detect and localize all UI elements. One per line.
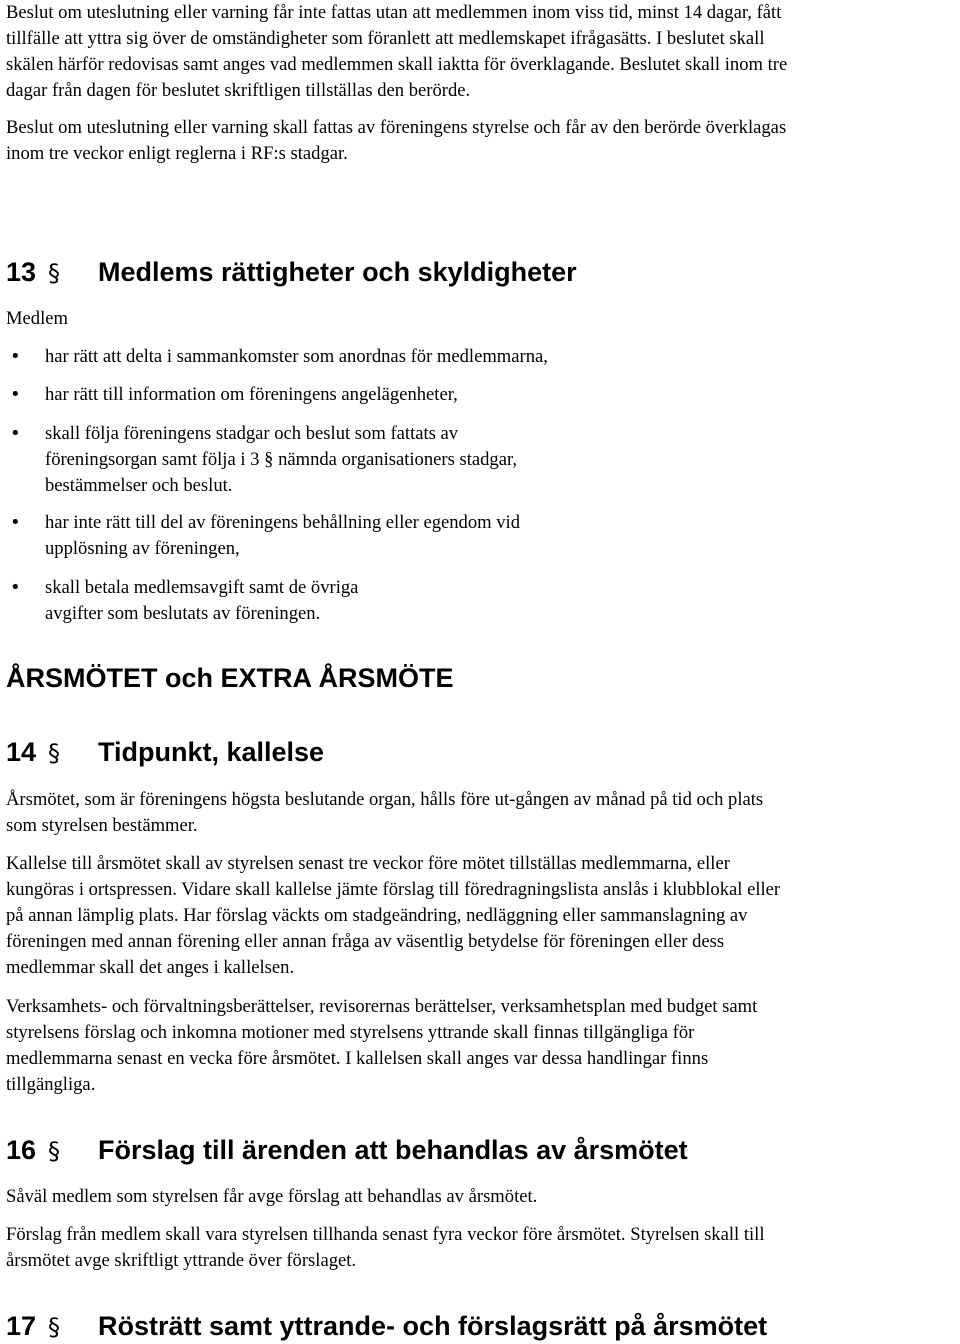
bullet-4-line-2: upplösning av föreningen, bbox=[45, 538, 240, 559]
section-16-paragraph-2-line-2: årsmötet avge skriftligt yttrande över förslaget. bbox=[6, 1250, 357, 1271]
intro-paragraph-2-line-2: inom tre veckor enligt reglerna i RF:s stadgar. bbox=[6, 143, 348, 164]
section-14-paragraph-1-line-2: som styrelsen bestämmer. bbox=[6, 815, 198, 836]
bullet-3-line-3: bestämmelser och beslut. bbox=[45, 475, 233, 496]
bullet-4-line-1: har inte rätt till del av föreningens behållning eller egendom vid bbox=[45, 512, 521, 533]
section-16-paragraph-1-line-1: Såväl medlem som styrelsen får avge förslag att behandlas av årsmötet. bbox=[6, 1186, 538, 1207]
section-14-paragraph-2-line-4: föreningen med annan förening eller annan fråga av väsentlig betydelse för föreningen eller dess bbox=[6, 931, 725, 952]
intro-paragraph-1-line-1: Beslut om uteslutning eller varning får inte fattas utan att medlemmen inom viss tid, minst 14 dagar, fått bbox=[6, 2, 782, 23]
section-14-paragraph-3-line-3: medlemmarna senast en vecka före årsmötet. I kallelsen skall anges var dessa handlingar finns bbox=[6, 1048, 709, 1069]
section-13-symbol: § bbox=[48, 259, 60, 287]
bullet-4-marker: • bbox=[10, 512, 21, 533]
bullet-1-line-1: har rätt att delta i sammankomster som anordnas för medlemmarna, bbox=[45, 346, 548, 367]
bullet-5-marker: • bbox=[10, 577, 21, 598]
section-16-title: Förslag till ärenden att behandlas av årsmötet bbox=[98, 1135, 688, 1165]
section-14-paragraph-1-line-1: Årsmötet, som är föreningens högsta beslutande organ, hålls före ut-gången av månad på tid och plats bbox=[6, 789, 764, 810]
section-14-symbol: § bbox=[48, 739, 60, 767]
section-14-paragraph-3-line-1: Verksamhets- och förvaltningsberättelser, revisorernas berättelser, verksamhetsplan med budget samt bbox=[6, 996, 758, 1017]
section-13-title: Medlems rättigheter och skyldigheter bbox=[98, 257, 577, 287]
intro-paragraph-1-line-2: tillfälle att yttra sig över de omständigheter som föranlett att medlemskapet ifrågasätts. I beslutet skall bbox=[6, 28, 765, 49]
section-16-paragraph-2-line-1: Förslag från medlem skall vara styrelsen tillhanda senast fyra veckor före årsmötet. Styrelsen skall till bbox=[6, 1224, 765, 1245]
bullet-3-line-1: skall följa föreningens stadgar och beslut som fattats av bbox=[45, 423, 459, 444]
section-16-number: 16 bbox=[6, 1135, 37, 1165]
section-14-paragraph-2-line-3: på annan lämplig plats. Har förslag väckts om stadgeändring, nedläggning eller sammanslagning av bbox=[6, 905, 748, 926]
section-17-number: 17 bbox=[6, 1311, 37, 1341]
bullet-5-line-2: avgifter som beslutats av föreningen. bbox=[45, 603, 321, 624]
intro-paragraph-1-line-4: dagar från dagen för beslutet skriftligen tillställas den berörde. bbox=[6, 80, 471, 101]
section-14-paragraph-2-line-2: kungöras i ortspressen. Vidare skall kallelse jämte förslag till föredragningslista anslås i klubblokal eller bbox=[6, 879, 781, 900]
section-14-paragraph-2-line-5: medlemmar skall det anges i kallelsen. bbox=[6, 957, 295, 978]
section-14-number: 14 bbox=[6, 737, 37, 767]
section-14-heading bbox=[6, 736, 324, 769]
section-14-title: Tidpunkt, kallelse bbox=[98, 737, 325, 767]
bullet-1-marker: • bbox=[10, 346, 21, 367]
bullet-2-line-1: har rätt till information om föreningens angelägenheter, bbox=[45, 384, 458, 405]
intro-paragraph-2-line-1: Beslut om uteslutning eller varning skall fattas av föreningens styrelse och får av den berörde överklagas bbox=[6, 117, 787, 138]
chapter-title: ÅRSMÖTET och EXTRA ÅRSMÖTE bbox=[6, 663, 454, 693]
section-16-symbol: § bbox=[48, 1137, 60, 1165]
bullet-2-marker: • bbox=[10, 384, 21, 405]
bullet-3-marker: • bbox=[10, 423, 21, 444]
section-14-paragraph-3-line-4: tillgängliga. bbox=[6, 1074, 96, 1095]
intro-paragraph-1-line-3: skälen härför redovisas samt anges vad medlemmen skall iaktta för överklagande. Beslutet skall inom tre bbox=[6, 54, 788, 75]
section-13-heading bbox=[6, 256, 577, 289]
section-17-heading bbox=[6, 1310, 767, 1343]
bullet-5-line-1: skall betala medlemsavgift samt de övriga bbox=[45, 577, 359, 598]
section-13-number: 13 bbox=[6, 257, 37, 287]
section-17-symbol: § bbox=[48, 1313, 60, 1341]
bullet-3-line-2: föreningsorgan samt följa i 3 § nämnda organisationers stadgar, bbox=[45, 449, 518, 470]
section-17-title: Rösträtt samt yttrande- och förslagsrätt på årsmötet bbox=[98, 1311, 768, 1341]
section-14-paragraph-2-line-1: Kallelse till årsmötet skall av styrelsen senast tre veckor före mötet tillställas medlemmarna, eller bbox=[6, 853, 730, 874]
section-14-paragraph-3-line-2: styrelsens förslag och inkomna motioner med styrelsens yttrande skall finnas tillgängliga för bbox=[6, 1022, 695, 1043]
section-13-lead: Medlem bbox=[6, 308, 68, 329]
section-16-heading bbox=[6, 1134, 688, 1167]
